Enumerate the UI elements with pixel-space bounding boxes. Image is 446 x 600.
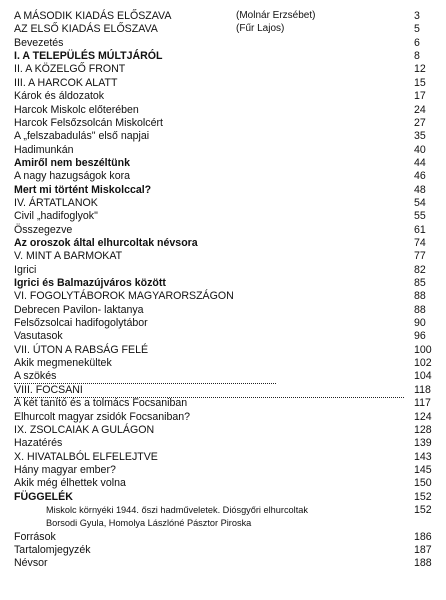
toc-entry-page: 143	[414, 450, 432, 463]
toc-entry-title: Tartalomjegyzék	[14, 544, 91, 556]
toc-entry-title: III. A HARCOK ALATT	[14, 76, 118, 89]
toc-entry-page: 128	[414, 423, 432, 436]
toc-entry-title: Károk és áldozatok	[14, 90, 105, 103]
toc-entry-page: 152	[414, 503, 432, 516]
toc-entry-title: A szökés	[14, 369, 276, 384]
toc-entry-title: Források	[14, 530, 56, 543]
toc-entry-title: IV. ÁRTATLANOK	[14, 196, 98, 209]
toc-entry-page: 17	[414, 90, 426, 103]
toc-entry-title: Hazatérés	[14, 437, 63, 450]
toc-entry-page: 139	[414, 437, 432, 450]
toc-entry-page: 124	[414, 410, 432, 423]
toc-entry-page: 6	[414, 36, 420, 49]
toc-entry-page: 24	[414, 103, 426, 116]
toc-entry	[0, 356, 446, 370]
toc-entry-title: VIII. FOCSANI	[14, 383, 404, 398]
toc-entry-title: Debrecen Pavilon- laktanya	[14, 303, 144, 316]
toc-entry	[0, 236, 446, 250]
toc-entry-title: VII. ÚTON A RABSÁG FELÉ	[14, 343, 149, 356]
toc-entry	[0, 62, 446, 76]
toc-entry-page: 102	[414, 357, 432, 370]
toc-entry-page: 96	[414, 330, 426, 343]
toc-entry-page: 117	[414, 397, 431, 410]
toc-entry	[0, 263, 446, 277]
toc-entry-page: 55	[414, 210, 426, 223]
toc-entry-title: Borsodi Gyula, Homolya Lászlóné Pásztor Piroska	[46, 518, 252, 529]
toc-entry-page: 8	[414, 50, 420, 62]
toc-entry-page: 15	[414, 76, 426, 89]
toc-entry-page: 35	[414, 130, 426, 143]
toc-entry-title: Amiről nem beszéltünk	[14, 156, 130, 169]
toc-entry-page: 150	[414, 477, 432, 490]
toc-entry-title: Vasutasok	[14, 330, 63, 343]
toc-entry-page: 152	[414, 490, 432, 503]
toc-entry-title: X. HIVATALBÓL ELFELEJTVE	[14, 450, 158, 463]
toc-entry-title: Mert mi történt Miskolccal?	[14, 183, 152, 196]
toc-entry	[0, 249, 446, 263]
toc-entry-title: Harcok Felsőzsolcán Miskolcért	[14, 116, 163, 129]
toc-entry	[0, 9, 446, 23]
toc-entry-page: 145	[414, 463, 432, 476]
toc-entry	[0, 329, 446, 343]
toc-entry	[0, 450, 446, 464]
toc-entry-title: Az oroszok által elhurcoltak névsora	[14, 236, 198, 249]
toc-entry-title: Civil „hadifoglyok"	[14, 210, 98, 223]
toc-entry-page: 3	[414, 10, 420, 22]
toc-entry-title: V. MINT A BARMOKAT	[14, 250, 123, 263]
toc-entry	[0, 410, 446, 424]
toc-entry-page: 188	[414, 557, 432, 570]
toc-entry-page: 40	[414, 143, 426, 156]
toc-entry	[0, 156, 446, 170]
toc-entry	[0, 423, 446, 437]
toc-entry	[0, 556, 446, 570]
toc-entry	[0, 503, 446, 517]
toc-entry	[0, 89, 446, 103]
toc-entry-page: 44	[414, 156, 426, 169]
toc-entry-page: 5	[414, 23, 420, 36]
toc-entry-title: Névsor	[14, 557, 48, 570]
toc-entry-title: Akik megmenekültek	[14, 357, 112, 370]
toc-entry	[0, 116, 446, 130]
toc-entry-page: 48	[414, 183, 426, 196]
toc-entry-title: Hadimunkán	[14, 143, 74, 156]
toc-entry	[0, 209, 446, 223]
toc-entry	[0, 103, 446, 117]
toc-entry-title: Igrici és Balmazújváros között	[14, 277, 166, 289]
toc-entry-author: (Molnár Erzsébet)	[236, 10, 316, 21]
toc-entry-page: 104	[414, 370, 432, 383]
toc-entry-page: 12	[414, 63, 426, 76]
toc-entry-page: 77	[414, 250, 426, 263]
toc-entry	[0, 183, 446, 197]
toc-entry-author: (Fűr Lajos)	[236, 23, 285, 35]
toc-entry	[0, 530, 446, 544]
toc-entry	[0, 289, 446, 303]
toc-entry-title: A MÁSODIK KIADÁS ELŐSZAVA	[14, 10, 172, 22]
toc-entry	[0, 516, 446, 530]
toc-entry	[0, 223, 446, 237]
toc-entry-title: A nagy hazugságok kora	[14, 170, 131, 183]
toc-entry-title: Bevezetés	[14, 36, 64, 49]
toc-entry	[0, 543, 446, 557]
toc-entry	[0, 76, 446, 90]
toc-entry-title: Harcok Miskolc előterében	[14, 103, 139, 116]
toc-entry-title: Miskolc környéki 1944. őszi hadműveletek. Diósgyőri elhurcoltak	[46, 504, 308, 515]
toc-entry	[0, 463, 446, 477]
toc-entry-page: 82	[414, 263, 426, 276]
toc-entry-title: II. A KÖZELGŐ FRONT	[14, 63, 126, 76]
toc-entry-page: 54	[414, 196, 426, 209]
toc-entry-title: IX. ZSOLCAIAK A GULÁGON	[14, 423, 155, 436]
toc-entry	[0, 369, 446, 383]
toc-entry-title: AZ ELSŐ KIADÁS ELŐSZAVA	[14, 23, 158, 36]
toc-entry	[0, 143, 446, 157]
toc-entry	[0, 396, 446, 410]
toc-entry-page: 186	[414, 530, 432, 543]
toc-entry	[0, 303, 446, 317]
toc-entry-title: FÜGGELÉK	[14, 490, 73, 503]
toc-entry	[0, 383, 446, 397]
toc-entry	[0, 343, 446, 357]
toc-entry	[0, 436, 446, 450]
toc-entry	[0, 196, 446, 210]
toc-entry-page: 27	[414, 116, 426, 129]
toc-entry-page: 74	[414, 236, 426, 249]
toc-entry-page: 187	[414, 544, 432, 556]
toc-entry-title: Elhurcolt magyar zsidók Focsaniban?	[14, 410, 191, 423]
toc-entry-title: Akik még élhettek volna	[14, 477, 126, 490]
toc-entry-title: A „felszabadulás" első napjai	[14, 130, 150, 143]
toc-entry	[0, 316, 446, 330]
toc-entry-title: Igrici	[14, 263, 37, 276]
toc-entry-page: 85	[414, 277, 426, 289]
toc-entry-title: VI. FOGOLYTÁBOROK MAGYARORSZÁGON	[14, 290, 234, 303]
toc-entry-title: Összegezve	[14, 223, 73, 236]
toc-entry-page: 61	[414, 223, 426, 236]
toc-entry	[0, 129, 446, 143]
toc-entry-page: 90	[414, 317, 426, 330]
toc-entry-page: 100	[414, 343, 432, 356]
toc-entry-title: Felsőzsolcai hadifogolytábor	[14, 317, 148, 330]
toc-entry	[0, 276, 446, 290]
toc-entry	[0, 490, 446, 504]
toc-entry-page: 88	[414, 290, 426, 303]
toc-entry-title: Hány magyar ember?	[14, 463, 116, 476]
toc-entry-page: 118	[414, 383, 431, 396]
toc-entry	[0, 169, 446, 183]
toc-entry	[0, 49, 446, 63]
toc-entry-page: 46	[414, 170, 426, 183]
toc-entry-title: A két tanító és a tolmács Focsaniban	[14, 397, 188, 410]
toc-entry-page: 88	[414, 303, 426, 316]
toc-entry-title: I. A TELEPÜLÉS MÚLTJÁRÓL	[14, 50, 163, 62]
toc-entry	[0, 22, 446, 36]
toc-entry	[0, 476, 446, 490]
toc-entry	[0, 36, 446, 50]
